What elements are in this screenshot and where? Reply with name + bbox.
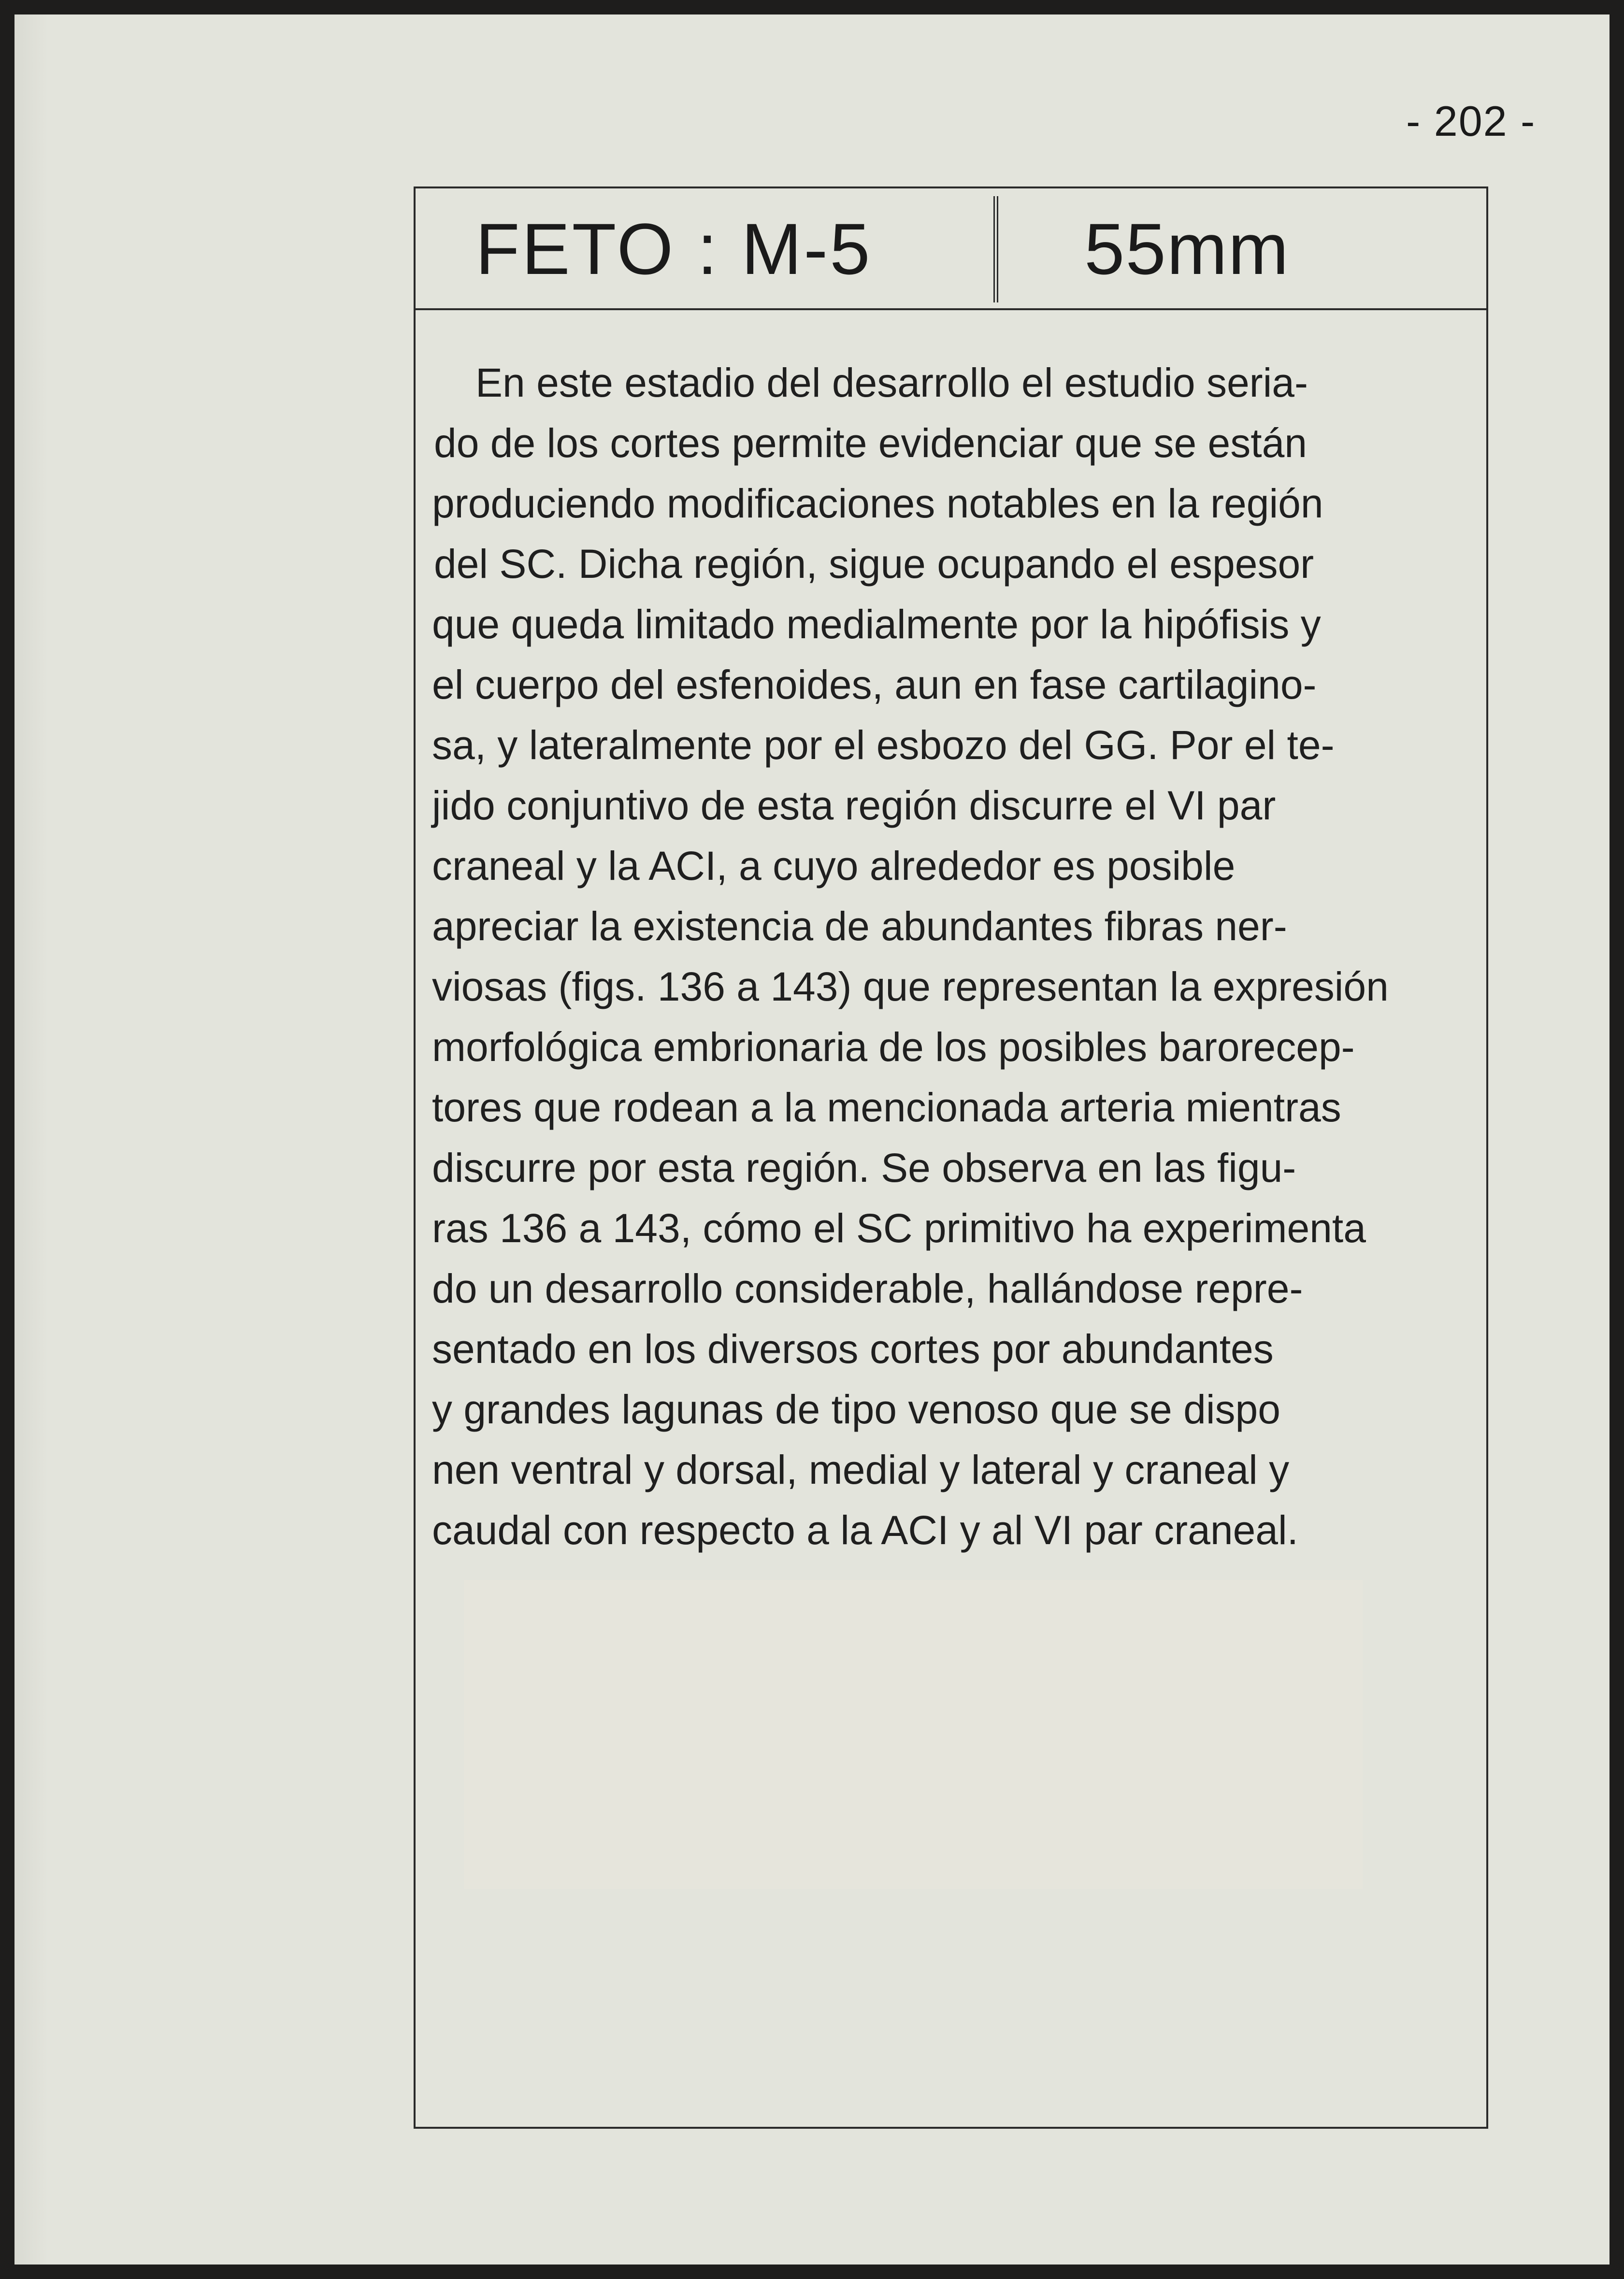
text-line: tores que rodean a la mencionada arteria mientras: [432, 1085, 1341, 1130]
header-divider: [993, 196, 998, 302]
text-line: y grandes lagunas de tipo venoso que se dispo: [432, 1387, 1280, 1432]
paper-sheet: [14, 14, 1610, 2265]
text-line: del SC. Dicha región, sigue ocupando el espesor: [434, 541, 1314, 587]
specimen-size: 55mm: [1084, 208, 1290, 289]
frame-header: [416, 188, 1486, 310]
text-line: craneal y la ACI, a cuyo alrededor es posible: [432, 843, 1236, 889]
text-line: que queda limitado medialmente por la hipófisis y: [432, 602, 1321, 647]
text-line: sa, y lateralmente por el esbozo del GG. Por el te-: [432, 722, 1335, 768]
text-line: do un desarrollo considerable, hallándose repre-: [432, 1266, 1303, 1311]
text-line: apreciar la existencia de abundantes fibras ner-: [432, 903, 1287, 949]
text-line: discurre por esta región. Se observa en las figu-: [432, 1145, 1296, 1190]
page-number: - 202 -: [1406, 97, 1536, 145]
text-line: sentado en los diversos cortes por abundantes: [432, 1326, 1274, 1372]
text-line: ras 136 a 143, cómo el SC primitivo ha experimenta: [432, 1205, 1366, 1251]
sheet-left-edge: [14, 14, 48, 2265]
specimen-label: FETO : M-5: [475, 208, 872, 289]
text-line: viosas (figs. 136 a 143) que representan la expresión: [432, 964, 1389, 1009]
text-line: caudal con respecto a la ACI y al VI par craneal.: [432, 1507, 1298, 1553]
text-line: En este estadio del desarrollo el estudio seria-: [475, 360, 1308, 405]
text-line: produciendo modificaciones notables en la región: [432, 481, 1323, 526]
text-line: el cuerpo del esfenoides, aun en fase cartilagino-: [432, 662, 1317, 707]
text-line: morfológica embrionaria de los posibles barorecep-: [432, 1024, 1355, 1070]
text-line: jido conjuntivo de esta región discurre el VI par: [432, 783, 1276, 828]
text-line: do de los cortes permite evidenciar que se están: [434, 420, 1308, 466]
body-text: [416, 353, 1490, 1561]
text-line: nen ventral y dorsal, medial y lateral y craneal y: [432, 1447, 1290, 1492]
text-frame: [414, 186, 1488, 2129]
